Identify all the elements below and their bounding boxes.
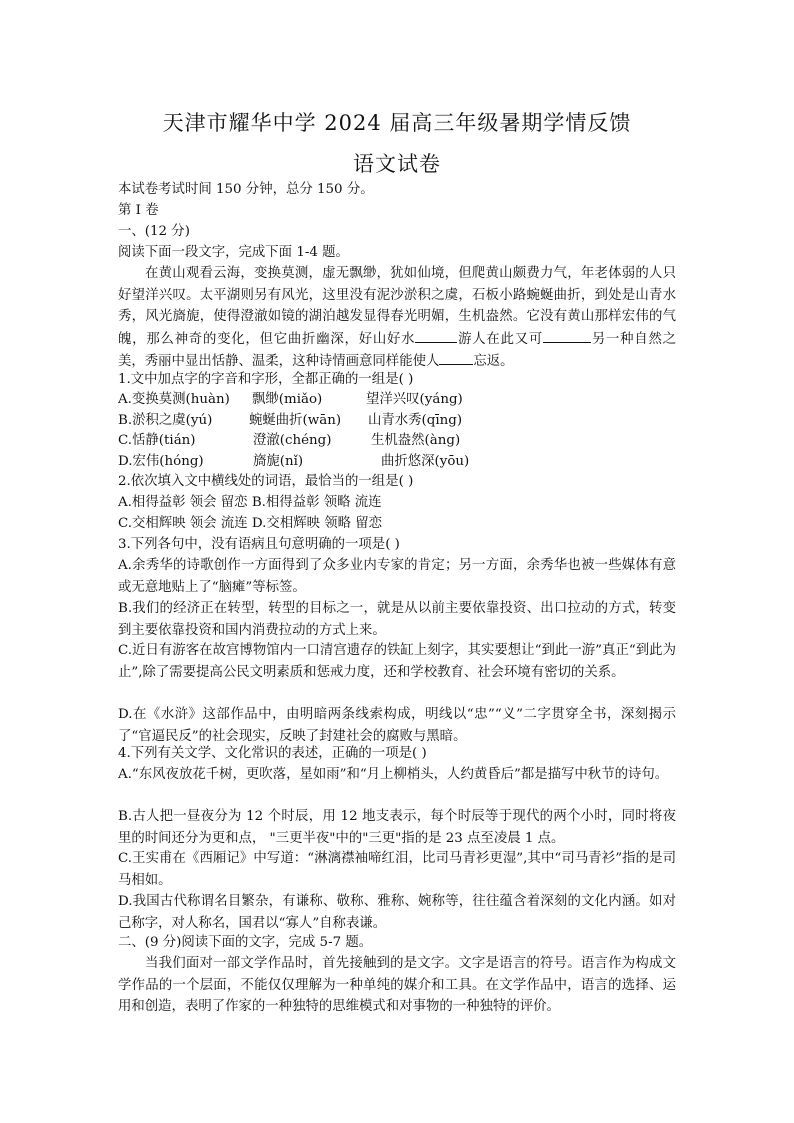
q4-option-c: C.王实甫在《西厢记》中写道：“淋漓襟袖啼红泪，比司马青衫更湿”,其中“司马青衫”指的是司马相如。 xyxy=(118,851,676,888)
q1-option-c-1: C.恬静(tián) xyxy=(118,433,196,448)
passage-part-2: 游人在此又可 xyxy=(457,331,544,347)
q1-option-a-1: A.变换莫测(huàn) xyxy=(118,392,230,407)
blank-1 xyxy=(415,328,457,343)
q1-option-b-3: 山青水秀(qīng) xyxy=(368,413,463,428)
section-two-paragraph: 当我们面对一部文学作品时，首先接触到的是文字。文字是语言的符号。语言作为构成文学作品的一个层面，不能仅仅理解为一种单纯的媒介和工具。在文学作品中，语言的选择、运用和创造，表明了作家的一种独特的思维模式和对事物的一种独特的评价。 xyxy=(118,956,676,1014)
blank-3 xyxy=(439,350,473,365)
exam-title: 天津市耀华中学 2024 届高三年级暑期学情反馈 xyxy=(162,111,632,135)
q4-option-a: A.“东风夜放花千树，更吹落，星如雨”和“月上柳梢头，人约黄昏后”都是描写中秋节的诗句。 xyxy=(118,767,669,782)
passage-part-1: 在黄山观看云海，变换莫测，虚无飘缈，犹如仙境，但爬黄山颇费力气，年老体弱的人只好望洋兴叹。太平湖则另有风光，这里没有泥沙淤积之虞，石板小路蜿蜒曲折，到处是山青水秀，风光旖旎，使得澄澈如镜的湖泊越发显得春光明媚，生机盎然。它没有黄山那样宏伟的气魄，那么神奇的变化，但它曲折幽深，好山好水 xyxy=(118,266,676,347)
q3-option-b: B.我们的经济正在转型，转型的目标之一，就是从以前主要依靠投资、出口拉动的方式，转变到主要依靠投资和国内消费拉动的方式上来。 xyxy=(118,601,676,638)
q3-option-d: D.在《水浒》这部作品中，由明暗两条线索构成，明线以“忠”“义”二字贯穿全书，深刻揭示了“官逼民反”的社会现实，反映了封建社会的腐败与黑暗。 xyxy=(118,707,676,744)
q1-option-d-1: D.宏伟(hóng) xyxy=(118,454,204,469)
q1-option-d-2: 旖旎(nǐ) xyxy=(253,454,304,469)
passage-part-4: 忘返。 xyxy=(473,354,514,369)
question-2-stem: 2.依次填入文中横线处的词语，最恰当的一组是( ) xyxy=(118,474,414,489)
q2-options-row-1: A.相得益彰 领会 留恋 B.相得益彰 领略 流连 xyxy=(118,495,382,510)
question-3-stem: 3.下列各句中，没有语病且句意明确的一项是( ) xyxy=(118,537,400,552)
q1-option-d-3: 曲折悠深(yōu) xyxy=(381,454,470,469)
q1-option-a-3: 望洋兴叹(yáng) xyxy=(366,392,463,407)
question-4-stem: 4.下列有关文学、文化常识的表述，正确的一项是( ) xyxy=(118,746,427,761)
passage-part-3: 另一种自然之美，秀丽中显出恬静、温柔，这种诗情画意同样能使人 xyxy=(118,331,676,369)
exam-subtitle: 语文试卷 xyxy=(353,152,441,176)
q4-option-d: D.我国古代称谓名目繁杂，有谦称、敬称、雅称、婉称等，往往蕴含着深刻的文化内涵。如对己称字，对人称名，国君以“寡人”自称表谦。 xyxy=(118,894,676,931)
blank-2 xyxy=(543,328,591,343)
volume-label: 第 I 卷 xyxy=(118,203,159,218)
q4-option-b: B.古人把一昼夜分为 12 个时辰，用 12 地支表示，每个时辰等于现代的两个小时，同时将夜里的时间还分为更和点， "三更半夜"中的"三更"指的是 23 点至凌晨 1 点。 xyxy=(118,809,676,846)
q2-options-row-2: C.交相辉映 领会 流连 D.交相辉映 领略 留恋 xyxy=(118,516,383,531)
q1-option-c-2: 澄澈(chéng) xyxy=(253,433,332,448)
section-one-heading: 一、(12 分) xyxy=(118,224,190,239)
time-note: 本试卷考试时间 150 分钟，总分 150 分。 xyxy=(118,182,374,197)
section-two-heading: 二、(9 分)阅读下面的文字，完成 5-7 题。 xyxy=(118,935,373,950)
q3-option-c: C.近日有游客在故宫博物馆内一口清宫遗存的铁缸上刻字，其实要想让“到此一游”真正“到此为止”,除了需要提高公民文明素质和惩戒力度，还和学校教育、社会环境有密切的关系。 xyxy=(118,643,676,680)
q1-option-b-2: 蜿蜒曲折(wān) xyxy=(249,413,342,428)
q1-option-a-2: 飘缈(miǎo) xyxy=(252,392,323,407)
section-one-instruction: 阅读下面一段文字，完成下面 1-4 题。 xyxy=(118,245,349,260)
q3-option-a: A.余秀华的诗歌创作一方面得到了众多业内专家的肯定；另一方面，余秀华也被一些媒体有意或无意地贴上了“脑瘫”等标签。 xyxy=(118,558,676,595)
q1-option-b-1: B.淤积之虞(yú) xyxy=(118,413,213,428)
q1-option-c-3: 生机盎然(àng) xyxy=(371,433,461,448)
passage-one xyxy=(118,263,676,373)
question-1-stem: 1.文中加点字的字音和字形，全都正确的一组是( ) xyxy=(118,372,414,387)
